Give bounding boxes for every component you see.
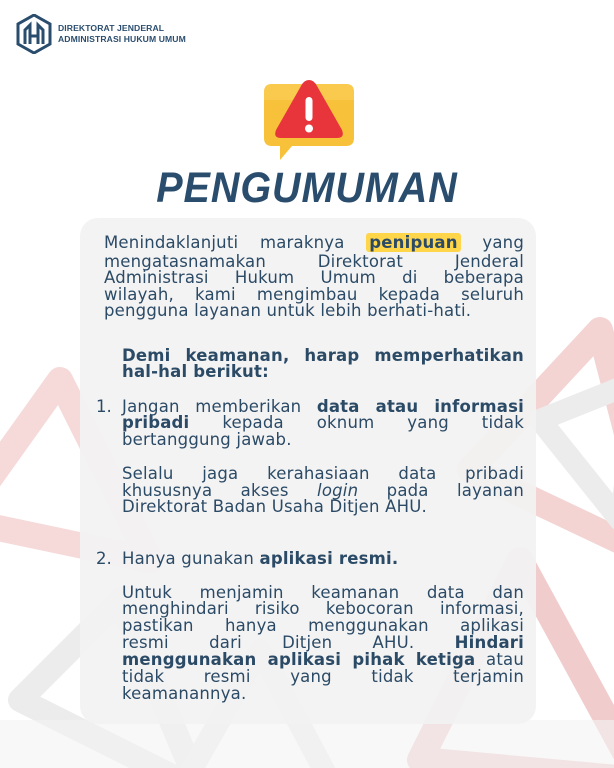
- item2-text: atau: [486, 650, 524, 669]
- item2-p2-line-2: menghindari risiko kebocoran informasi,: [122, 599, 524, 618]
- item2-line-1: [122, 551, 524, 567]
- item1-text: Jangan memberikan: [122, 397, 302, 416]
- item1-bold: pribadi: [122, 413, 190, 432]
- item2-p2-line-4: [122, 635, 524, 651]
- item2-bold: Hindari: [454, 633, 524, 652]
- intro-line-1: [104, 235, 524, 251]
- intro-line-2: mengatasnamakan Direktorat Jenderal: [104, 252, 524, 271]
- warning-chat-bubble-icon: [258, 80, 358, 162]
- item1-p2-line-1: Selalu jaga kerahasiaan data pribadi: [122, 464, 524, 483]
- item1-text: kepada oknum yang tidak: [222, 413, 524, 432]
- intro-text: yang: [482, 233, 525, 252]
- item2-p2-line-7: keamanannya.: [122, 684, 247, 703]
- item1-line-3: bertanggung jawab.: [122, 430, 292, 449]
- ahu-logo-icon: [16, 14, 52, 54]
- item2-number: 2.: [96, 549, 112, 568]
- item1-italic: login: [317, 481, 359, 500]
- item2-text: resmi dari Ditjen AHU.: [122, 633, 415, 652]
- org-line2: ADMINISTRASI HUKUM UMUM: [58, 34, 186, 44]
- intro-line-5: pengguna layanan untuk lebih berhati-hati.: [104, 301, 472, 320]
- item2-p2-line-6: tidak resmi yang tidak terjamin: [122, 667, 524, 686]
- item1-text: pada layanan: [386, 481, 524, 500]
- item1-bold: data atau informasi: [316, 397, 524, 416]
- lead-line-1: Demi keamanan, harap memperhatikan: [122, 346, 524, 365]
- item2-p2-line-3: pastikan hanya menggunakan aplikasi: [122, 616, 524, 635]
- intro-line-3: Administrasi Hukum Umum di beberapa: [104, 268, 524, 287]
- item2-bold: aplikasi resmi.: [259, 549, 399, 568]
- item2-p2-line-5: [122, 652, 524, 668]
- page-title: PENGUMUMAN: [156, 164, 458, 212]
- item1-number: 1.: [96, 397, 112, 416]
- item1-text: khususnya akses: [122, 481, 289, 500]
- lead-line-2: hal-hal berikut:: [122, 362, 269, 381]
- org-line1: DIREKTORAT JENDERAL: [58, 23, 165, 33]
- item1-p2-line-3: Direktorat Badan Usaha Ditjen AHU.: [122, 497, 427, 516]
- intro-text: Menindaklanjuti maraknya: [104, 233, 345, 252]
- header: [16, 14, 186, 54]
- item1-line-2: [122, 415, 524, 431]
- org-name: [58, 23, 186, 45]
- intro-line-4: wilayah, kami mengimbau kepada seluruh: [104, 285, 524, 304]
- item2-text: Hanya gunakan: [122, 549, 255, 568]
- item2-bold: menggunakan aplikasi pihak ketiga: [122, 650, 476, 669]
- item2-p2-line-1: Untuk menjamin keamanan data dan: [122, 583, 524, 602]
- highlight-penipuan: penipuan: [366, 233, 460, 252]
